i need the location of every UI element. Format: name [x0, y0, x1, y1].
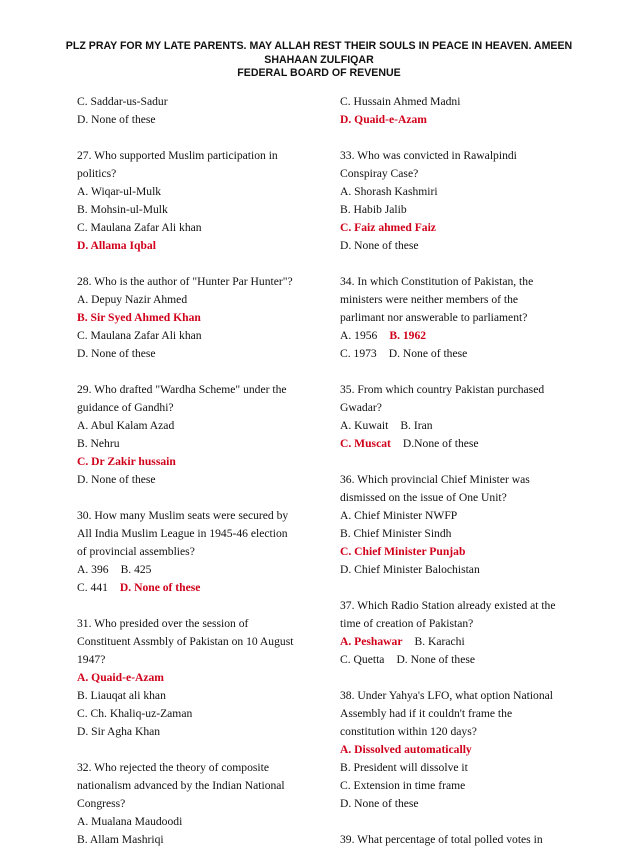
- option-text: B. Allam Mashriqi: [77, 833, 164, 846]
- option-row: [340, 417, 580, 435]
- option-text: A. Kuwait: [340, 419, 389, 432]
- question-text: time of creation of Pakistan?: [340, 617, 474, 630]
- option-text: D. None of these: [396, 653, 475, 666]
- correct-answer: A. Dissolved automatically: [340, 743, 472, 756]
- option-text: A. Chief Minister NWFP: [340, 509, 458, 522]
- option-text: B. Karachi: [414, 635, 465, 648]
- option-text: A. 396: [77, 563, 109, 576]
- question-text: Congress?: [77, 797, 126, 810]
- correct-answer: B. 1962: [389, 329, 427, 342]
- question-text: 34. In which Constitution of Pakistan, the: [340, 275, 534, 288]
- option-text: A. Depuy Nazir Ahmed: [77, 293, 188, 306]
- correct-answer: D. Allama Iqbal: [77, 239, 156, 252]
- question-text: 32. Who rejected the theory of composite: [77, 761, 269, 774]
- question-text: constitution within 120 days?: [340, 725, 477, 738]
- option-text: D. None of these: [340, 797, 419, 810]
- question-text: 1947?: [77, 653, 106, 666]
- question-text: Gwadar?: [340, 401, 382, 414]
- option-text: D. None of these: [340, 239, 419, 252]
- option-text: B. 425: [120, 563, 152, 576]
- option-row: [77, 579, 317, 597]
- page-header: [0, 40, 638, 81]
- option-text: B. Chief Minister Sindh: [340, 527, 452, 540]
- option-text: D. Chief Minister Balochistan: [340, 563, 480, 576]
- option-text: C. Extension in time frame: [340, 779, 466, 792]
- option-text: C. 1973: [340, 347, 377, 360]
- question-text: parlimant nor answerable to parliament?: [340, 311, 528, 324]
- option-row: [340, 345, 580, 363]
- option-text: D. None of these: [77, 113, 156, 126]
- question-text: All India Muslim League in 1945-46 election: [77, 527, 288, 540]
- option-text: B. Mohsin-ul-Mulk: [77, 203, 168, 216]
- option-text: B. Nehru: [77, 437, 120, 450]
- question-text: 37. Which Radio Station already existed at the: [340, 599, 556, 612]
- option-text: A. Mualana Maudoodi: [77, 815, 183, 828]
- question-text: 30. How many Muslim seats were secured by: [77, 509, 289, 522]
- question-text: 29. Who drafted "Wardha Scheme" under the: [77, 383, 287, 396]
- option-row: [340, 327, 580, 345]
- header-prayer-line: PLZ PRAY FOR MY LATE PARENTS. MAY ALLAH REST THEIR SOULS IN PEACE IN HEAVEN. AMEEN: [65, 40, 573, 52]
- right-column: [340, 93, 580, 849]
- question-text: 28. Who is the author of "Hunter Par Hunter"?: [77, 275, 293, 288]
- question-text: 36. Which provincial Chief Minister was: [340, 473, 530, 486]
- option-text: C. 441: [77, 581, 108, 594]
- correct-answer: A. Peshawar: [340, 635, 403, 648]
- option-text: D. Sir Agha Khan: [77, 725, 161, 738]
- option-row: [340, 651, 580, 669]
- question-text: nationalism advanced by the Indian National: [77, 779, 285, 792]
- correct-answer: A. Quaid-e-Azam: [77, 671, 164, 684]
- header-organization: FEDERAL BOARD OF REVENUE: [237, 67, 401, 79]
- option-text: C. Maulana Zafar Ali khan: [77, 329, 202, 342]
- question-text: 39. What percentage of total polled votes in: [340, 833, 543, 846]
- question-text: guidance of Gandhi?: [77, 401, 174, 414]
- question-text: 38. Under Yahya's LFO, what option National: [340, 689, 554, 702]
- question-text: politics?: [77, 167, 117, 180]
- question-text: 35. From which country Pakistan purchased: [340, 383, 545, 396]
- correct-answer: C. Muscat: [340, 437, 391, 450]
- option-row: [77, 561, 317, 579]
- correct-answer: C. Faiz ahmed Faiz: [340, 221, 436, 234]
- option-row: [340, 633, 580, 651]
- correct-answer: D. None of these: [119, 581, 201, 594]
- option-text: D.None of these: [402, 437, 479, 450]
- question-text: dismissed on the issue of One Unit?: [340, 491, 507, 504]
- question-text: Assembly had if it couldn't frame the: [340, 707, 513, 720]
- correct-answer: C. Chief Minister Punjab: [340, 545, 466, 558]
- question-text: ministers were neither members of the: [340, 293, 519, 306]
- option-text: B. Liauqat ali khan: [77, 689, 166, 702]
- question-text: of provincial assemblies?: [77, 545, 195, 558]
- option-text: B. President will dissolve it: [340, 761, 468, 774]
- option-text: B. Habib Jalib: [340, 203, 407, 216]
- left-column: [77, 93, 317, 849]
- correct-answer: D. Quaid-e-Azam: [340, 113, 427, 126]
- option-text: D. None of these: [77, 347, 156, 360]
- question-text: 31. Who presided over the session of: [77, 617, 249, 630]
- option-text: A. Wiqar-ul-Mulk: [77, 185, 162, 198]
- option-text: A. 1956: [340, 329, 378, 342]
- option-text: D. None of these: [77, 473, 156, 486]
- option-text: B. Iran: [400, 419, 433, 432]
- correct-answer: C. Dr Zakir hussain: [77, 455, 176, 468]
- question-text: Constituent Assmbly of Pakistan on 10 August: [77, 635, 294, 648]
- correct-answer: B. Sir Syed Ahmed Khan: [77, 311, 201, 324]
- question-text: 33. Who was convicted in Rawalpindi: [340, 149, 517, 162]
- option-text: C. Ch. Khaliq-uz-Zaman: [77, 707, 193, 720]
- option-text: C. Hussain Ahmed Madni: [340, 95, 461, 108]
- option-text: D. None of these: [388, 347, 468, 360]
- option-text: A. Shorash Kashmiri: [340, 185, 438, 198]
- option-text: A. Abul Kalam Azad: [77, 419, 175, 432]
- header-author-name: SHAHAAN ZULFIQAR: [264, 53, 374, 66]
- question-text: Conspiray Case?: [340, 167, 419, 180]
- option-text: C. Saddar-us-Sadur: [77, 95, 168, 108]
- option-row: [340, 435, 580, 453]
- option-text: C. Quetta: [340, 653, 385, 666]
- question-text: 27. Who supported Muslim participation in: [77, 149, 278, 162]
- option-text: C. Maulana Zafar Ali khan: [77, 221, 202, 234]
